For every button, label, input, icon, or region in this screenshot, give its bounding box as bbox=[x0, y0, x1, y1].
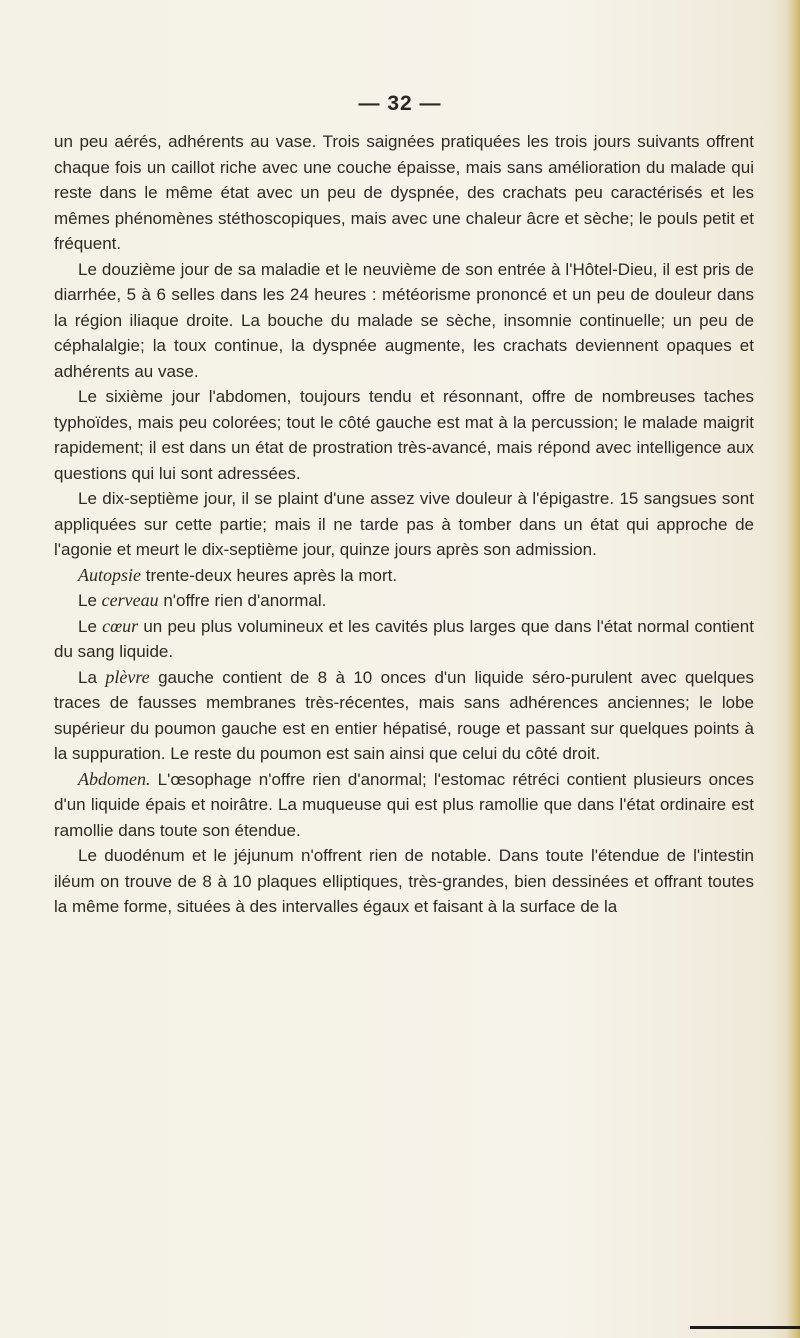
plevre-text: gauche contient de 8 à 10 onces d'un liquide séro-purulent avec quelques traces de fausses membranes très-récentes, mais sans adhérences anciennes; le lobe supérieur du poumon gauche est en entier hépatisé, rouge et passant sur quelques points à la suppuration. Le reste du poumon est sain ainsi que celui du côté droit. bbox=[54, 667, 755, 763]
cerveau-article: Le bbox=[78, 591, 102, 610]
coeur-text: un peu plus volumineux et les cavités plus larges que dans l'état normal contient du sang liquide. bbox=[54, 616, 754, 661]
plevre-article: La bbox=[78, 667, 106, 687]
paragraph-2: Le douzième jour de sa maladie et le neuvième de son entrée à l'Hôtel-Dieu, il est pris de diarrhée, 5 à 6 selles dans les 24 heures : météorisme prononcé et un peu de douleur dans la région iliaque droite. La bouche du malade se sèche, insomnie continuelle; un peu de céphalalgie; la toux continue, la dyspnée augmente, les crachats deviennent opaques et adhérents au vase. bbox=[54, 259, 754, 381]
page-edge-shadow bbox=[786, 0, 800, 1338]
cerveau-text: n'offre rien d'anormal. bbox=[158, 591, 327, 610]
paragraph-4: Le dix-septième jour, il se plaint d'une assez vive douleur à l'épigastre. 15 sangsues sont appliquées sur cette partie; mais il ne tarde pas à tomber dans un état qui approche de l'agonie et meurt le dix-septième jour, quinze jours après son admission. bbox=[54, 489, 754, 559]
abdomen-text: L'œsophage n'offre rien d'anormal; l'estomac rétréci contient plusieurs onces d'un liquide épais et noirâtre. La muqueuse qui est plus ramollie que dans l'état ordinaire est ramollie dans toute son étendue. bbox=[54, 769, 754, 840]
bottom-edge-mark bbox=[690, 1326, 800, 1329]
term-cerveau: cerveau bbox=[101, 590, 159, 610]
paragraph-3: Le sixième jour l'abdomen, toujours tendu et résonnant, offre de nombreuses taches typhoïdes, mais peu colorées; tout le côté gauche est mat à la percussion; le malade maigrit rapidement; il est dans un état de prostration très-avancé, mais répond avec intelligence aux questions qui lui sont adressées. bbox=[54, 387, 754, 483]
heading-autopsie: Autopsie bbox=[78, 564, 141, 585]
paragraph-abdomen bbox=[54, 767, 754, 844]
coeur-article: Le bbox=[78, 616, 103, 636]
page-number: — 32 — bbox=[358, 92, 442, 115]
heading-abdomen: Abdomen. bbox=[78, 768, 151, 789]
paragraph-plevre bbox=[54, 665, 754, 767]
paragraph-autopsie bbox=[54, 563, 754, 589]
autopsie-text: trente-deux heures après la mort. bbox=[141, 565, 398, 585]
paragraph-1: un peu aérés, adhérents au vase. Trois saignées pratiquées les trois jours suivants offrent chaque fois un caillot riche avec une couche épaisse, mais sans amélioration du malade qui reste dans le même état avec un peu de dyspnée, des crachats peu caractérisés et les mêmes phénomènes stéthoscopiques, mais avec une chaleur âcre et sèche; le pouls petit et fréquent. bbox=[54, 132, 754, 253]
body-text bbox=[54, 129, 754, 920]
term-plevre: plèvre bbox=[105, 666, 150, 687]
paragraph-cerveau bbox=[54, 588, 754, 614]
term-coeur: cœur bbox=[102, 615, 139, 636]
paragraph-coeur bbox=[54, 614, 754, 665]
paragraph-last: Le duodénum et le jéjunum n'offrent rien de notable. Dans toute l'étendue de l'intestin iléum on trouve de 8 à 10 plaques elliptiques, très-grandes, bien dessinées et offrant toutes la même forme, situées à des intervalles égaux et faisant à la surface de la bbox=[54, 846, 754, 916]
